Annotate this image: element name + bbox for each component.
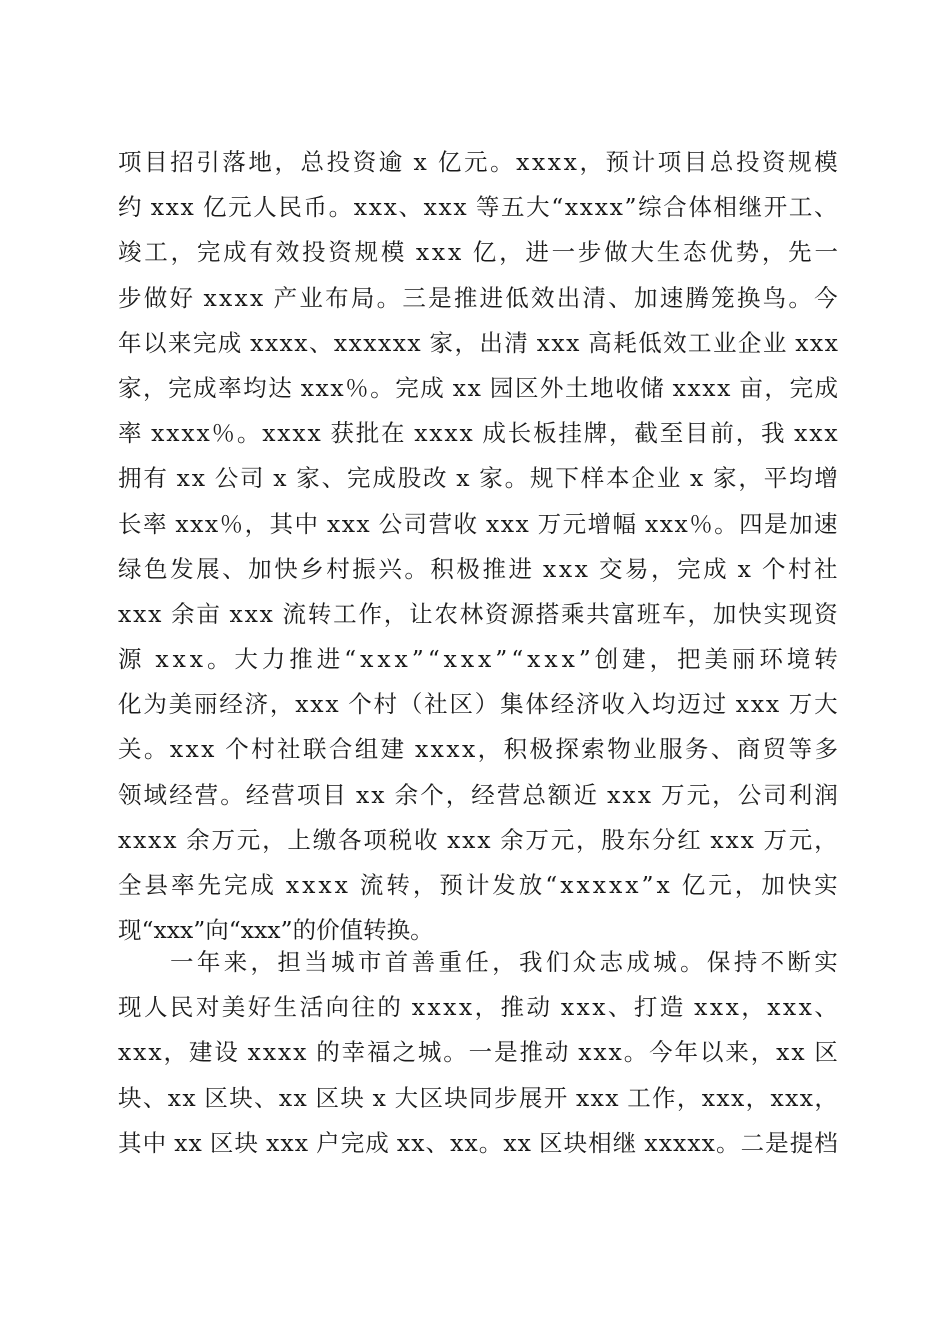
text-line: 家 ， 完 成 率 均 达 x x x ％ 。 完 成 x x 园 区 外 土 地 收 储 x x x x 亩 ， 完 成 [118,373,838,402]
paragraph-2 [118,940,838,1166]
text-line: 块 、 x x 区 块 、 x x 区 块 x 大 区 块 同 步 展 开 x x x 工 作 ， x x x ， x x x ， [118,1083,838,1112]
text-line: 竣 工 ， 完 成 有 效 投 资 规 模 x x x 亿 ， 进 一 步 做 大 生 态 优 势 ， 先 一 [118,238,838,267]
text-line: 现“xxx”向“xxx”的价值转换。 [118,916,434,945]
text-line: 约 x x x 亿 元 人 民 币 。 x x x 、 x x x 等 五 大 “ x x x x ” 综 合 体 相 继 开 工 、 [118,193,838,222]
text-line: x x x x 余 万 元 ， 上 缴 各 项 税 收 x x x 余 万 元 ， 股 东 分 红 x x x 万 元 ， [118,825,838,854]
text-line: 源 x x x 。 大 力 推 进 “ x x x ” “ x x x ” “ x x x ” 创 建 ， 把 美 丽 环 境 转 [118,645,838,674]
text-line: 率 x x x x ％ 。 x x x x 获 批 在 x x x x 成 长 板 挂 牌 ， 截 至 目 前 ， 我 x x x [118,419,838,448]
text-line: 年 以 来 完 成 x x x x 、 x x x x x x 家 ， 出 清 x x x 高 耗 低 效 工 业 企 业 x x x [118,328,838,357]
text-line: 其 中 x x 区 块 x x x 户 完 成 x x 、 x x 。 x x 区 块 相 继 x x x x x 。 二 是 提 档 [118,1128,838,1157]
text-line: 领 域 经 营 。 经 营 项 目 x x 余 个 ， 经 营 总 额 近 x x x 万 元 ， 公 司 利 润 [118,780,838,809]
text-line: 关 。 x x x 个 村 社 联 合 组 建 x x x x ， 积 极 探 索 物 业 服 务 、 商 贸 等 多 [118,735,838,764]
text-line: 绿 色 发 展 、 加 快 乡 村 振 兴 。 积 极 推 进 x x x 交 易 ， 完 成 x 个 村 社 [118,554,838,583]
text-line: 一 年 来 ， 担 当 城 市 首 善 重 任 ， 我 们 众 志 成 城 。 保 持 不 断 实 [170,948,838,976]
paragraph-1 [118,140,838,953]
text-line: 长 率 x x x ％ ， 其 中 x x x 公 司 营 收 x x x 万 元 增 幅 x x x ％ 。 四 是 加 速 [118,509,838,538]
text-line: 现 人 民 对 美 好 生 活 向 往 的 x x x x ， 推 动 x x x 、 打 造 x x x ， x x x 、 [118,993,838,1022]
text-line: x x x 余 亩 x x x 流 转 工 作 ， 让 农 林 资 源 搭 乘 共 富 班 车 ， 加 快 实 现 资 [118,599,838,628]
text-line: 步 做 好 x x x x 产 业 布 局 。 三 是 推 进 低 效 出 清 、 加 速 腾 笼 换 鸟 。 今 [118,283,838,312]
text-line: 全 县 率 先 完 成 x x x x 流 转 ， 预 计 发 放 “ x x x x x ” x 亿 元 ， 加 快 实 [118,871,838,899]
text-line: 拥 有 x x 公 司 x 家 、 完 成 股 改 x 家 。 规 下 样 本 企 业 x 家 ， 平 均 增 [118,464,838,493]
text-line: 化 为 美 丽 经 济 ， x x x 个 村 （ 社 区 ） 集 体 经 济 收 入 均 迈 过 x x x 万 大 [118,690,838,719]
text-line: 项 目 招 引 落 地 ， 总 投 资 逾 x 亿 元 。 x x x x ， 预 计 项 目 总 投 资 规 模 [118,148,838,176]
text-line: x x x ， 建 设 x x x x 的 幸 福 之 城 。 一 是 推 动 x x x 。 今 年 以 来 ， x x 区 [118,1038,838,1067]
